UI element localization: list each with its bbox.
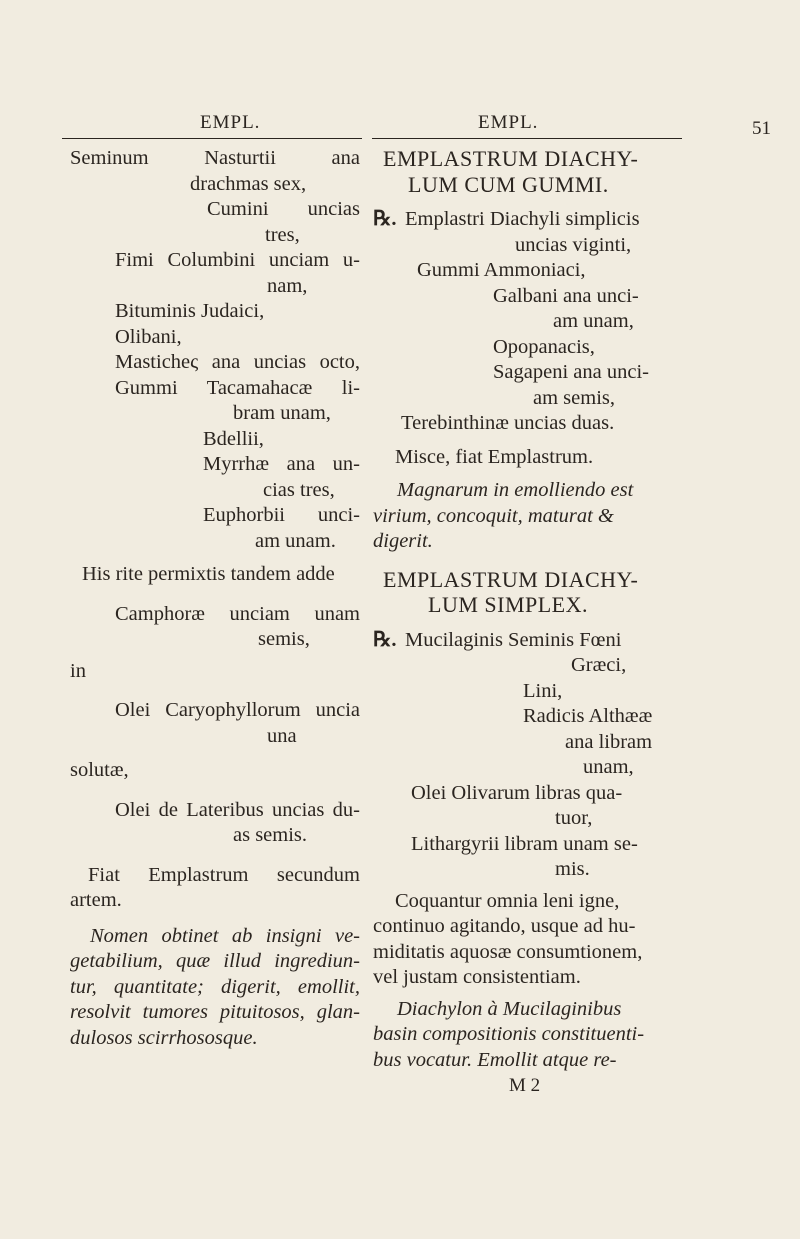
recipe-line: unam, <box>583 756 634 778</box>
recipe-line: solutæ, <box>70 759 129 781</box>
commentary-line: Diachylon à Mucilaginibus <box>397 997 622 1020</box>
commentary-line: virium, concoquit, maturat & <box>373 504 614 527</box>
recipe-line: Gummi Tacamahacæ li- <box>115 376 360 399</box>
commentary-line: tur, quantitate; digerit, emollit, <box>70 975 360 998</box>
commentary-line: basin compositionis constituenti- <box>373 1023 645 1045</box>
section-heading: EMPLASTRUM DIACHY- <box>383 566 639 592</box>
recipe-line: ana libram <box>565 730 653 753</box>
commentary-line: digerit. <box>373 530 433 552</box>
recipe-line: bram unam, <box>233 402 331 424</box>
recipe-line: Galbani ana unci- <box>493 284 639 307</box>
recipe-line: Bituminis Judaici, <box>115 300 265 322</box>
commentary-line: Magnarum in emolliendo est <box>397 479 634 501</box>
commentary-line: getabilium, quæ illud ingrediun- <box>70 950 360 972</box>
recipe-line: Olei Olivarum libras qua- <box>411 781 623 804</box>
recipe-line: Cumini uncias <box>207 198 360 220</box>
recipe-line: mis. <box>555 858 590 880</box>
commentary-line: Nomen obtinet ab insigni ve- <box>90 924 360 947</box>
recipe-line: una <box>267 724 297 747</box>
body-line: vel justam consistentiam. <box>373 966 581 988</box>
recipe-line: Radicis Althææ <box>523 705 653 727</box>
recipe-line: ℞. Emplastri Diachyli simplicis <box>373 207 713 233</box>
recipe-line: Myrrhæ ana un- <box>203 453 360 475</box>
recipe-line: am semis, <box>533 386 615 409</box>
section-heading: EMPLASTRUM DIACHY- <box>383 146 639 171</box>
recipe-line: Fiat Emplastrum secundum <box>88 863 360 886</box>
recipe-symbol: ℞. <box>373 628 397 651</box>
recipe-line: Fimi Columbini unciam u- <box>115 249 360 271</box>
right-column <box>373 146 713 1099</box>
recipe-symbol: ℞. <box>373 208 397 230</box>
running-head-left: EMPL. <box>200 112 261 133</box>
recipe-line: semis, <box>258 628 310 650</box>
page-number: 51 <box>752 118 771 139</box>
recipe-line: Bdellii, <box>203 427 264 450</box>
recipe-line: Sagapeni ana unci- <box>493 361 649 383</box>
commentary-line: dulosos scirrhososque. <box>70 1026 258 1049</box>
recipe-line: His rite permixtis tandem adde <box>82 563 335 585</box>
recipe-line: Olibani, <box>115 325 182 348</box>
recipe-line: cias tres, <box>263 478 335 501</box>
recipe-line: Terebinthinæ uncias duas. <box>401 412 615 434</box>
recipe-line: Lithargyrii libram unam se- <box>411 832 638 855</box>
recipe-line: Olei de Lateribus uncias du- <box>115 798 360 821</box>
recipe-line: Misce, fiat Emplastrum. <box>395 445 594 468</box>
recipe-line: drachmas sex, <box>190 172 307 195</box>
recipe-line: in <box>70 659 86 682</box>
signature-mark: M 2 <box>509 1075 541 1096</box>
recipe-line: am unam. <box>255 529 336 552</box>
section-heading: LUM SIMPLEX. <box>428 592 589 617</box>
recipe-line: Gummi Ammoniaci, <box>417 259 586 281</box>
recipe-line: Masticheς ana uncias octo, <box>115 351 360 373</box>
recipe-line: ℞. Mucilaginis Seminis Fœni <box>373 628 713 654</box>
recipe-line: Græci, <box>571 654 627 676</box>
recipe-line: Euphorbii unci- <box>203 504 360 526</box>
recipe-line: am unam, <box>553 310 634 332</box>
left-column <box>70 146 360 1051</box>
recipe-line: nam, <box>267 274 308 297</box>
running-head-right: EMPL. <box>478 112 539 133</box>
header-rule-right <box>372 138 682 139</box>
recipe-line: Seminum Nasturtii ana <box>70 147 360 169</box>
recipe-line: Camphoræ unciam unam <box>115 602 360 625</box>
header-rule-left <box>62 138 362 139</box>
recipe-line: tuor, <box>555 807 593 829</box>
recipe-line: Olei Caryophyllorum uncia <box>115 699 360 721</box>
body-line: miditatis aquosæ consumtionem, <box>373 940 643 963</box>
commentary-line: bus vocatur. Emollit atque re- <box>373 1048 617 1071</box>
body-line: continuo agitando, usque ad hu- <box>373 915 636 937</box>
recipe-line: uncias viginti, <box>515 233 632 256</box>
section-heading: LUM CUM GUMMI. <box>408 171 609 197</box>
recipe-line: Opopanacis, <box>493 335 595 358</box>
recipe-line: artem. <box>70 889 122 911</box>
body-line: Coquantur omnia leni igne, <box>395 889 620 912</box>
recipe-line: tres, <box>265 223 300 246</box>
recipe-line: as semis. <box>233 824 308 846</box>
recipe-line: Lini, <box>523 679 563 702</box>
commentary-line: resolvit tumores pituitosos, glan- <box>70 1001 360 1023</box>
